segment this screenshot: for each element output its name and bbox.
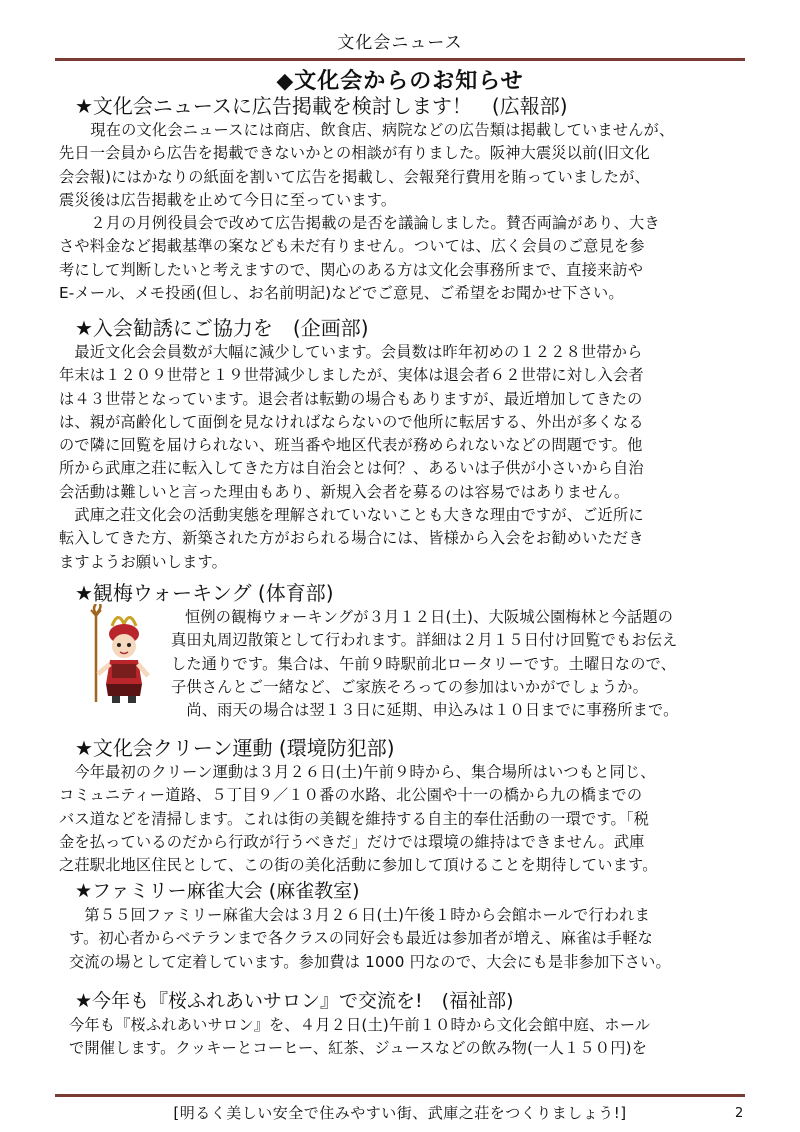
body-line: コミュニティー道路、５丁目９／１０番の水路、北公園や十一の橋から九の橋までの [59,786,643,805]
section-body [59,119,745,305]
body-line: 今年も『桜ふれあいサロン』を、４月２日(土)午前１０時から文化会館中庭、ホール [69,1016,651,1034]
footer-rule [55,1094,745,1097]
body-line: 真田丸周辺散策として行われます。詳細は２月１５日付け回覧でもお伝え [171,631,678,650]
body-line: した通りです。集合は、午前９時駅前北ロータリーです。土曜日なので、 [171,654,677,673]
body-line: 恒例の観梅ウォーキングが３月１２日(土)、大阪城公園梅林と今話題の [185,608,674,626]
body-line: E-メール、メモ投函(但し、お名前明記)などでご意見、ご希望をお聞かせ下さい。 [59,284,624,303]
page-header-title: 文化会ニュース [337,33,463,53]
section-body [59,761,745,877]
body-line: 武庫之荘文化会の活動実態を理解されていないことも大きな理由ですが、ご近所に [59,506,644,525]
samurai-mascot-icon [82,604,164,704]
body-line: は、親が高齢化して面倒を見なければならないので他所に転居する、外出が多くなる [59,412,644,431]
body-line: 転入してきた方、新築された方がおられる場合には、皆様から入会をお勧めいただき [59,529,644,548]
body-line: 会会報)にはかなりの紙面を割いて広告を掲載し、会報発行費用を賄っていましたが、 [59,167,650,186]
body-line: 子供さんとご一緒など、ご家族そろっての参加はいかがでしょうか。 [171,677,649,696]
section-mahjong [69,878,745,974]
body-line: 考にして判断したいと考えますので、関心のある方は文化会事務所まで、直接来訪や [59,260,644,279]
body-line: ２月の月例役員会で改めて広告掲載の是否を議論しました。賛否両論があり、大き [75,214,660,233]
body-line: バス道などを清掃します。これは街の美観を維持する自主的奉仕活動の一環です。「税 [59,809,650,828]
body-line: す。初心者からベテランまで各クラスの同好会も最近は参加者が増え、麻雀は手軽な [69,929,653,948]
page-title: ◆文化会からのお知らせ [276,69,524,94]
body-line: 金を払っているのだから行政が行うべきだ」だけでは環境の維持はできません。武庫 [59,832,645,851]
body-line: さや料金など掲載基準の案なども未だ有りません。ついては、広く会員のご意見を参 [59,237,645,256]
section-body [171,606,745,722]
body-line: 今年最初のクリーン運動は３月２６日(土)午前９時から、集合場所はいつもと同じ、 [59,763,656,781]
page-number: 2 [735,1106,744,1121]
body-line: 所から武庫之荘に転入してきた方は自治会とは何？、あるいは子供が小さいから自治 [59,459,644,478]
body-line: 年末は１２０９世帯と１９世帯減少しましたが、実体は退会者６２世帯に対し入会者 [59,366,644,385]
section-plum-walking [75,580,745,722]
section-heading: ★ファミリー麻雀大会 (麻雀教室) [75,880,360,902]
section-clean-campaign [59,735,745,877]
body-line: 第５５回ファミリー麻雀大会は３月２６日(土)午後１時から会館ホールで行われま [69,906,650,924]
body-line: 尚、雨天の場合は翌１３日に延期、申込みは１０日までに事務所まで。 [171,701,679,720]
section-heading: ★入会勧誘にご協力を (企画部) [75,316,369,340]
section-membership [59,315,745,574]
body-line: は４３世帯となっています。退会者は転勤の場合もありますが、最近増加してきたの [59,389,643,408]
section-heading: ★今年も『桜ふれあいサロン』で交流を! (福祉部) [75,990,514,1012]
body-line: 交流の場として定着しています。参加費は 1000 円なので、大会にも是非参加下さい。 [69,952,671,971]
body-line: 之荘駅北地区住民として、この街の美化活動に参加して頂けることを期待しています。 [59,856,658,875]
body-line: 震災後は広告掲載を止めて今日に至っています。 [59,190,397,209]
body-line: ますようお願いします。 [59,552,228,571]
body-line: ので隣に回覧を届けられない、班当番や地区代表が務められないなどの問題です。他 [59,436,643,455]
section-heading: ★文化会ニュースに広告掲載を検討します！ (広報部) [75,94,568,118]
body-line: 最近文化会会員数が大幅に減少しています。会員数は昨年初めの１２２８世帯から [59,343,643,361]
section-heading: ★文化会クリーン運動 (環境防犯部) [75,736,395,760]
section-heading: ★観梅ウォーキング (体育部) [75,581,334,605]
body-line: 先日一会員から広告を掲載できないかとの相談が有りました。阪神大震災以前(旧文化 [59,144,650,163]
section-body [69,904,745,974]
section-body [69,1014,745,1061]
footer-slogan: [明るく美しい安全で住みやすい街、武庫之荘をつくりましょう!] [173,1104,627,1122]
body-line: 会活動は難しいと言った理由もあり、新規入会者を募るのは容易ではありません。 [59,482,630,501]
section-sakura-salon [69,988,745,1061]
body-line: 現在の文化会ニュースには商店、飲食店、病院などの広告類は掲載していませんが、 [75,121,675,139]
section-body [59,341,745,574]
header-rule [55,58,745,61]
section-advertising [59,93,745,305]
body-line: で開催します。クッキーとコーヒー、紅茶、ジュースなどの飲み物(一人１５０円)を [69,1039,648,1058]
